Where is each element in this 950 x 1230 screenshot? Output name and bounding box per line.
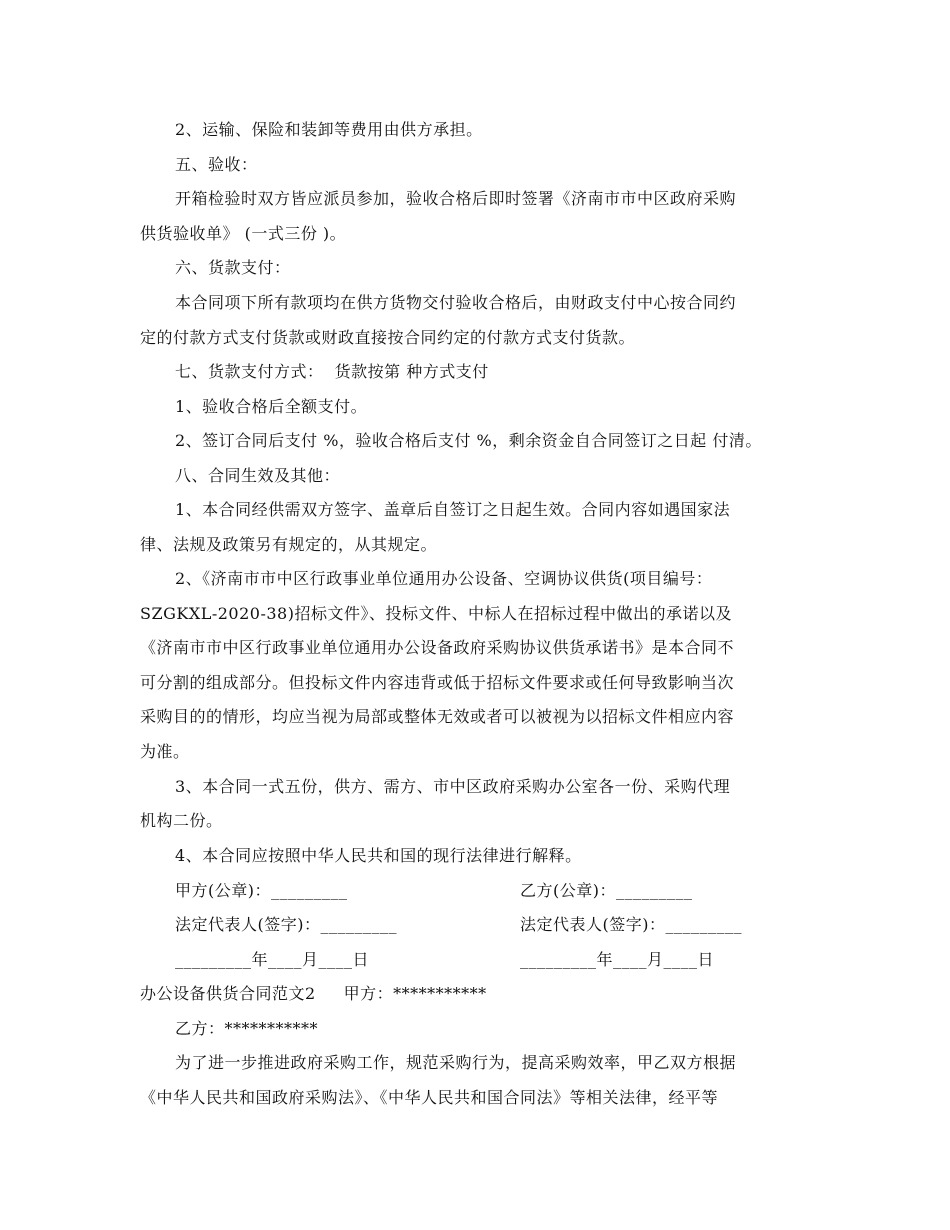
paragraph-line: 可分割的组成部分。但投标文件内容违背或低于招标文件要求或任何导致影响当次	[140, 673, 735, 692]
paragraph-line: 《中华人民共和国政府采购法》、《中华人民共和国合同法》等相关法律，经平等	[140, 1088, 719, 1107]
paragraph-line: 开箱检验时双方皆应派员参加，验收合格后即时签署《济南市市中区政府采购	[175, 189, 737, 208]
paragraph-line: 本合同项下所有款项均在供方货物交付验收合格后，由财政支付中心按合同约	[175, 293, 737, 312]
paragraph-line: SZGKXL-2020-38)招标文件》、投标文件、中标人在招标过程中做出的承诺以及	[140, 604, 732, 623]
party-b-seal-field: 乙方(公章)：_________	[520, 881, 693, 900]
paragraph-line: 1、本合同经供需双方签字、盖章后自签订之日起生效。合同内容如遇国家法	[175, 500, 731, 519]
paragraph-line: 2、《济南市市中区行政事业单位通用办公设备、空调协议供货(项目编号：	[175, 569, 713, 588]
paragraph-line: 采购目的的情形，均应当视为局部或整体无效或者可以被视为以招标文件相应内容	[140, 707, 735, 726]
section-heading: 八、合同生效及其他：	[175, 466, 341, 485]
party-b-representative-field: 法定代表人(签字)：_________	[520, 915, 742, 934]
section-heading: 六、货款支付：	[175, 258, 291, 277]
paragraph-line: 2、签订合同后支付 %，验收合格后支付 %，剩余资金自合同签订之日起 付清。	[175, 431, 762, 450]
paragraph-line: 定的付款方式支付货款或财政直接按合同约定的付款方式支付货款。	[140, 328, 636, 347]
party-a-date-field: _________年____月____日	[175, 950, 370, 969]
paragraph-line: 为了进一步推进政府采购工作，规范采购行为，提高采购效率，甲乙双方根据	[175, 1053, 737, 1072]
paragraph-line: 4、本合同应按照中华人民共和国的现行法律进行解释。	[175, 846, 582, 865]
paragraph-line: 供货验收单》 (一式三份 )。	[140, 224, 347, 243]
party-b-date-field: _________年____月____日	[520, 950, 715, 969]
next-section-party-b: 乙方：***********	[175, 1019, 319, 1038]
paragraph-line: 2、运输、保险和装卸等费用由供方承担。	[175, 120, 483, 139]
next-section-heading: 办公设备供货合同范文2 甲方：***********	[140, 984, 487, 1003]
paragraph-line: 3、本合同一式五份，供方、需方、市中区政府采购办公室各一份、采购代理	[175, 777, 731, 796]
section-heading: 五、验收：	[175, 155, 258, 174]
paragraph-line: 律、法规及政策另有规定的，从其规定。	[140, 535, 438, 554]
paragraph-line: 《济南市市中区行政事业单位通用办公设备政府采购协议供货承诺书》是本合同不	[140, 638, 735, 657]
party-a-seal-field: 甲方(公章)：_________	[175, 881, 348, 900]
paragraph-line: 1、验收合格后全额支付。	[175, 397, 368, 416]
paragraph-line: 为准。	[140, 742, 190, 761]
paragraph-line: 机构二份。	[140, 811, 223, 830]
section-heading: 七、货款支付方式： 货款按第 种方式支付	[175, 362, 489, 381]
party-a-representative-field: 法定代表人(签字)：_________	[175, 915, 397, 934]
